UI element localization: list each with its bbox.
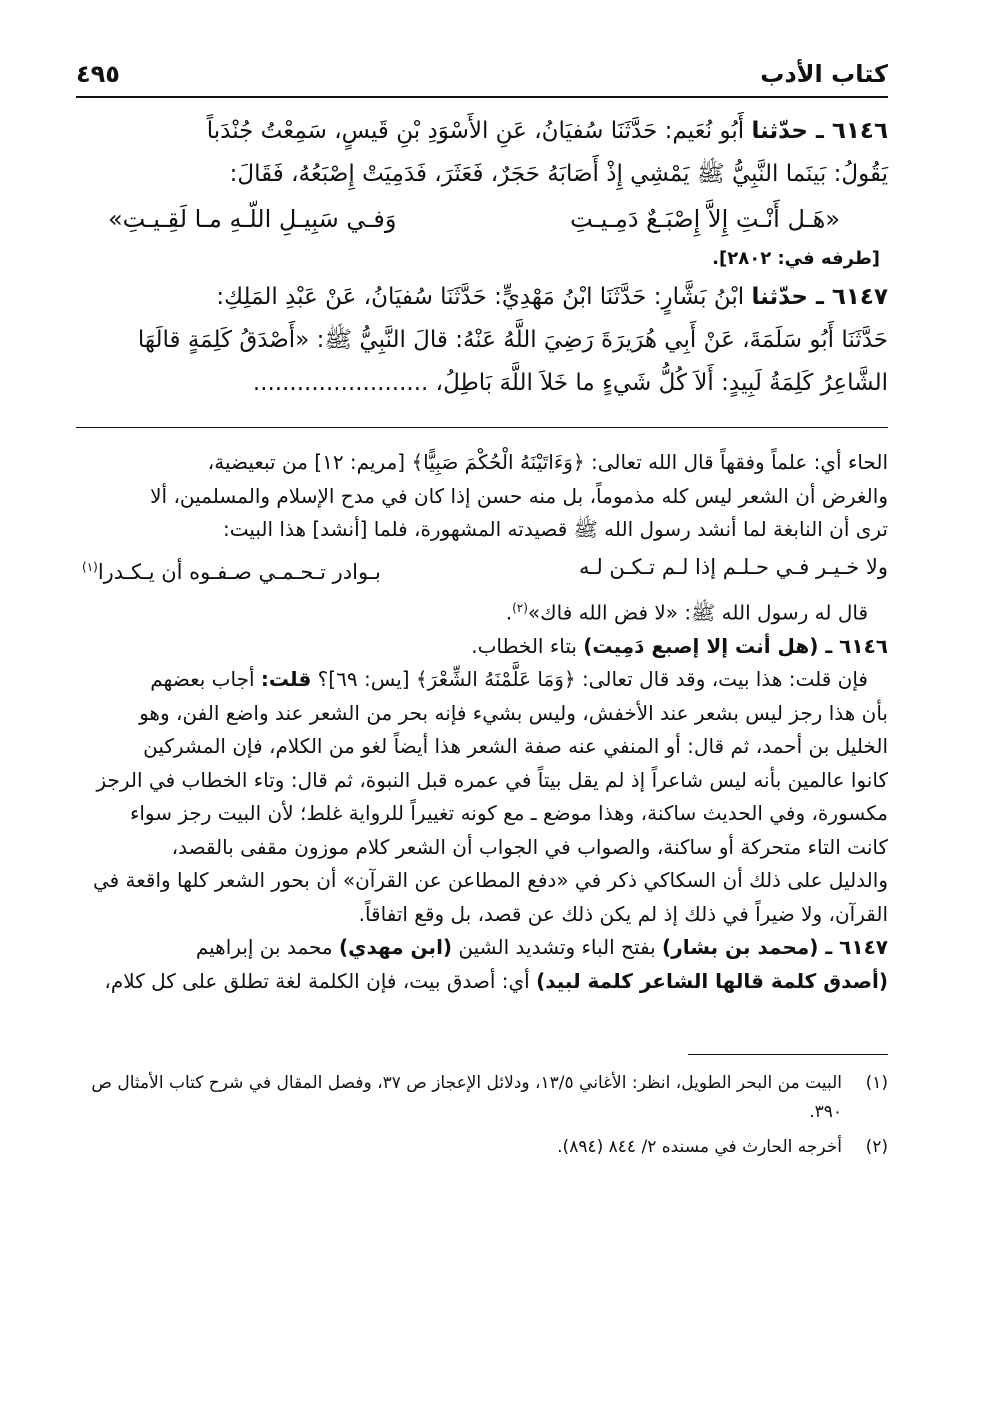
commentary-lemma: ٦١٤٦ ـ (هل أنت إلا إصبع دَمِيت) [583,633,888,658]
footnote-divider [688,1054,888,1055]
commentary-line [76,965,888,999]
commentary [76,446,888,998]
verse-second-text: بـوادر تـحـمـي صـفـوه أن يـكـدرا [97,559,381,584]
commentary-line: الحاء أي: علماً وفقهاً قال الله تعالى: ﴿وَءَاتَيْنَهُ الْحُكْمَ صَبِيًّا﴾ [مريم: ١٢] من تبعيضية، [207,450,888,474]
commentary-line: القرآن، ولا ضيراً في ذلك إذ لم يكن ذلك عن قصد، بل وقع اتفاقاً. [358,901,888,926]
commentary-text: محمد بن إبراهيم [195,935,339,960]
page-number: ٤٩٥ [76,60,120,88]
commentary-lemma: (ابن مهدي) [338,935,453,960]
commentary-6147-heading [76,931,888,965]
hadith-6147-line-1 [76,276,888,319]
commentary-6146-heading [76,630,888,664]
hadith-6146-isnad: أَبُو نُعَيم: حَدَّثَنَا سُفيَانُ، عَنِ الأَسْوَدِ بْنِ قَيسٍ، سَمِعْتُ جُنْدَباً [206,118,752,144]
hadith-6147-line-2: حَدَّثَنَا أَبُو سَلَمَةَ، عَنْ أَبِي هُرَيرَةَ رَضِيَ اللَّهُ عَنْهُ: قالَ النَّبِيُّ ﷺ: «أَصْدَقُ كَلِمَةٍ قالَهَا [137,327,888,353]
commentary-verse [76,547,888,592]
hadith-6147-number: ٦١٤٧ ـ حدّثنا [751,284,888,310]
footnote-text: أخرجه الحارث في مسنده ٢/ ٨٤٤ (٨٩٤). [557,1137,842,1158]
commentary-text: بفتح الباء وتشديد الشين [452,935,663,960]
poem-first-hemistich: «هَـل أَنْـتِ إِلاَّ إِصْبَـعٌ دَمِـيـتِ [570,205,840,233]
commentary-line: مكسورة، وفي الحديث ساكنة، وهذا موضع ـ مع كونه تغييراً للرواية غلط؛ لأن البيت رجز سواء [129,801,888,826]
footnote-text: البيت من البحر الطويل، انظر: الأغاني ١٣/٥، ودلائل الإعجاز ص ٣٧، وفصل المقال في شرح كتاب الأمثال ص ٣٩٠. [91,1073,842,1123]
commentary-text: قال له رسول الله ﷺ: «لا فض الله فاك» [527,600,868,625]
commentary-lemma: (أصدق كلمة قالها الشاعر كلمة لبيد) [536,968,888,993]
commentary-line [76,592,888,630]
footnote [76,1133,888,1162]
hadith-6146-reference: [طرفه في: ٢٨٠٢]. [712,248,880,269]
footnote [76,1069,888,1127]
commentary-text: بتاء الخطاب. [471,633,584,658]
verse-second-hemistich [82,547,381,592]
book-title: كتاب الأدب [760,60,888,88]
poem-second-hemistich: وَفـي سَبِيـلِ اللّـهِ مـا لَقِـيـتِ» [108,205,397,233]
commentary-line: والغرض أن الشعر ليس كله مذموماً، بل منه حسن إذا كان في مدح الإسلام والمسلمين، ألا [150,483,888,508]
footnotes [76,1069,888,1162]
hadith-6146-poem [76,196,888,242]
hadith-6146-line-1 [76,110,888,153]
footnote-number: (٢) [865,1137,888,1158]
hadith-text [76,110,888,405]
commentary-line: الخليل بن أحمد، ثم قال: أو المنفي عنه صفة الشعر هذا أيضاً لغو من الكلام، فإن المشركين [143,734,888,759]
footnote-marker: (١) [82,559,98,574]
footnote-number: (١) [865,1073,888,1094]
commentary-line: كانوا عالمين بأنه ليس شاعراً إذ لم يقل بيتاً في عمره قبل النبوة، ثم قال: وتاء الخطاب في الرجز [96,767,888,792]
commentary-lemma: ٦١٤٧ ـ (محمد بن بشار) [662,935,888,960]
section-divider [76,427,888,428]
commentary-lemma: قلت: [260,667,312,692]
commentary-line: والدليل على ذلك أن السكاكي ذكر في «دفع المطاعن عن القرآن» أن بحور الشعر كلها واقعة في [92,868,888,893]
commentary-line: بأن هذا رجز ليس بشعر عند الأخفش، وليس بشيء فإنه بحر من الشعر عند واضع الفن، وهو [139,700,888,725]
page-header [76,50,888,98]
commentary-line [76,663,888,697]
footnote-marker: (٢) [512,600,528,615]
commentary-text: فإن قلت: هذا بيت، وقد قال تعالى: ﴿وَمَا عَلَّمْنَهُ الشِّعْرَ﴾ [يس: ٦٩]؟ [311,667,868,692]
commentary-line: كانت التاء متحركة أو ساكنة، والصواب في الجواب أن الشعر كلام موزون مقفى بالقصد، [171,834,888,859]
hadith-6146-number: ٦١٤٦ ـ حدّثنا [751,118,888,144]
verse-first-hemistich: ولا خـيـر فـي حـلـم إذا لـم تـكـن لـه [578,554,888,579]
hadith-6147-isnad: ابْنُ بَشَّارٍ: حَدَّثَنَا ابْنُ مَهْدِيٍّ: حَدَّثَنَا سُفيَانُ، عَنْ عَبْدِ المَلِكِ: [216,284,752,310]
hadith-6147-line-3: الشَّاعِرُ كَلِمَةُ لَبِيدٍ: أَلاَ كُلُّ شَيءٍ ما خَلاَ اللَّهَ بَاطِلُ، ........................ [252,370,888,396]
commentary-line: ترى أن النابغة لما أنشد رسول الله ﷺ قصيدته المشهورة، فلما [أنشد] هذا البيت: [222,517,888,541]
commentary-text: أي: أصدق بيت، فإن الكلمة لغة تطلق على كل كلام، [104,968,537,993]
hadith-6146-line-2: يَقُولُ: بَينَما النَّبِيُّ ﷺ يَمْشِي إِذْ أَصَابَهُ حَجَرٌ، فَعَثَرَ، فَدَمِيَتْ إِصْبَعُهُ، فَقَالَ: [229,161,888,187]
commentary-text: . [505,600,513,625]
book-page [76,50,888,1162]
commentary-text: أجاب بعضهم [150,667,261,692]
